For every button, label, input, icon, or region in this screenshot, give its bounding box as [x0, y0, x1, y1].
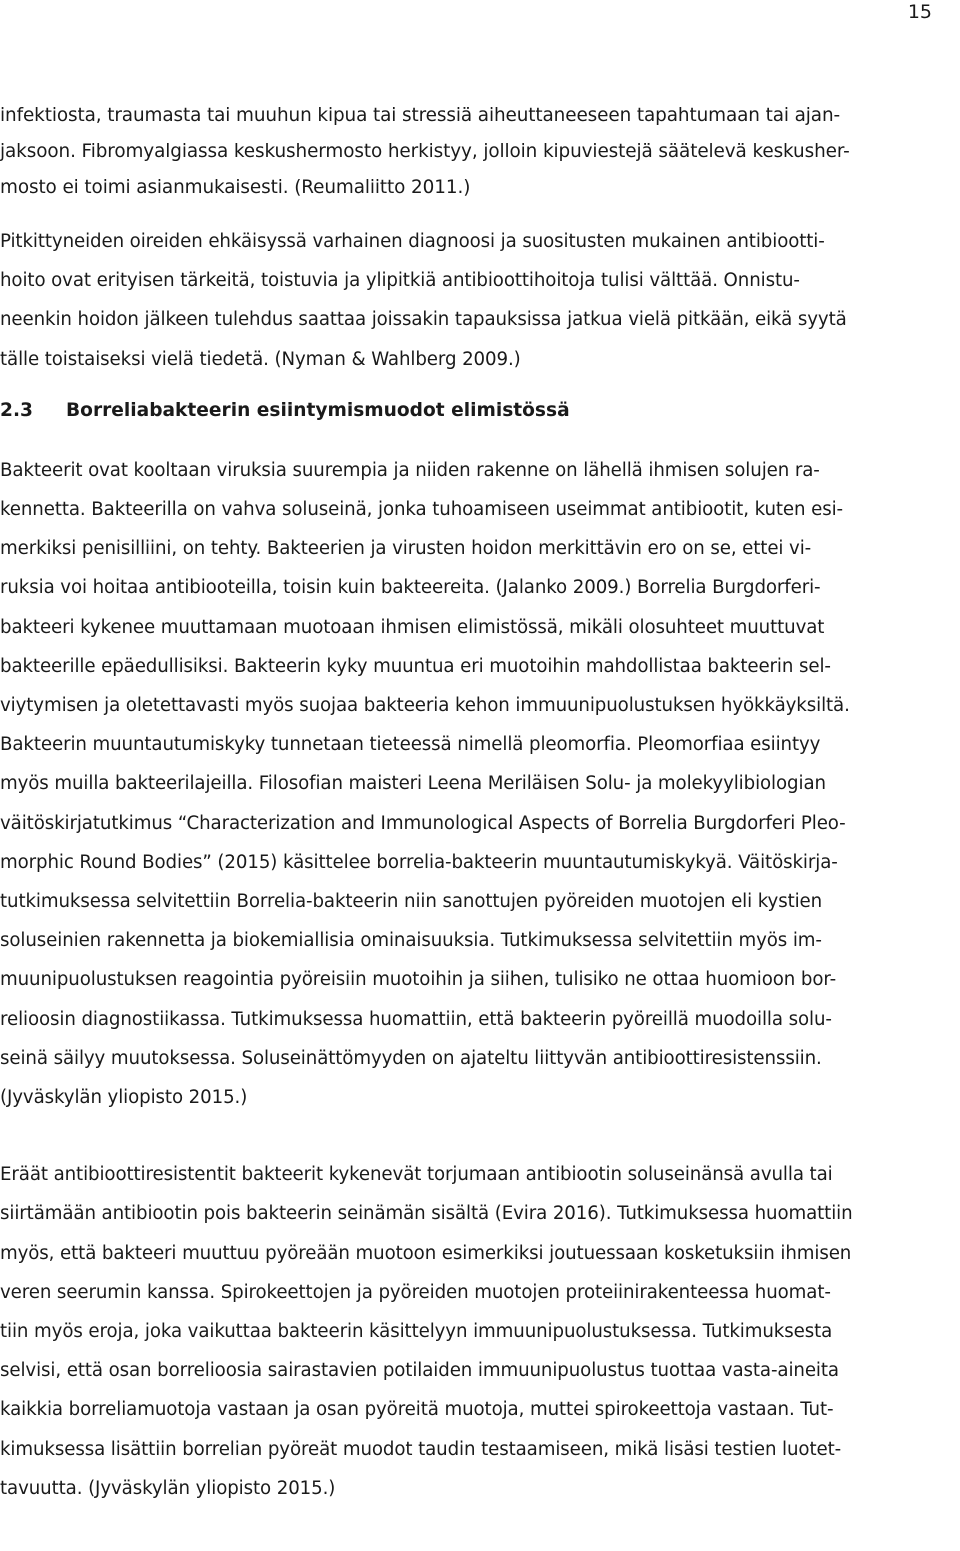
text-line: selvisi, että osan borrelioosia sairastavien potilaiden immuunipuolustus tuottaa vasta-aineita [0, 1360, 839, 1382]
section-heading [0, 393, 955, 429]
text-line: myös muilla bakteerilajeilla. Filosofian maisteri Leena Meriläisen Solu- ja molekyylibiologian [0, 773, 826, 795]
text-line: soluseinien rakennetta ja biokemiallisia ominaisuuksia. Tutkimuksessa selvitettiin myös im- [0, 930, 822, 952]
paragraph-resistance [0, 1155, 955, 1508]
text-line: jaksoon. Fibromyalgiassa keskushermosto herkistyy, jolloin kipuviestejä säätelevä keskusher- [0, 141, 850, 162]
text-line: bakteeri kykenee muuttamaan muotoaan ihmisen elimistössä, mikäli olosuhteet muuttuvat [0, 616, 825, 638]
text-line: morphic Round Bodies” (2015) käsittelee borrelia-bakteerin muuntautumiskykyä. Väitöskirja- [0, 851, 838, 873]
text-line: Bakteerit ovat kooltaan viruksia suurempia ja niiden rakenne on lähellä ihmisen solujen ra- [0, 459, 820, 481]
text-line: tavuutta. (Jyväskylän yliopisto 2015.) [0, 1477, 336, 1499]
page-number: 15 [907, 1, 932, 23]
paragraph-bacteria [0, 451, 955, 1117]
text-line: bakteerille epäedullisiksi. Bakteerin kyky muuntua eri muotoihin mahdollistaa bakteerin sel- [0, 655, 831, 677]
text-line: viytymisen ja oletettavasti myös suojaa bakteeria kehon immuunipuolustuksen hyökkäyksiltä. [0, 695, 850, 717]
text-line: tiin myös eroja, joka vaikuttaa bakteerin käsittelyyn immuunipuolustuksessa. Tutkimuksesta [0, 1321, 833, 1343]
text-line: (Jyväskylän yliopisto 2015.) [0, 1087, 248, 1109]
text-line: ruksia voi hoitaa antibiooteilla, toisin kuin bakteereita. (Jalanko 2009.) Borrelia Burgdorferi- [0, 577, 821, 599]
paragraph-prevention [0, 222, 955, 379]
section-title: Borreliabakteerin esiintymismuodot elimistössä [66, 399, 570, 421]
text-line: mosto ei toimi asianmukaisesti. (Reumaliitto 2011.) [0, 177, 471, 198]
document-body [0, 98, 955, 1508]
text-line: siirtämään antibiootin pois bakteerin seinämän sisältä (Evira 2016). Tutkimuksessa huomattiin [0, 1203, 853, 1225]
text-line: relioosin diagnostiikassa. Tutkimuksessa huomattiin, että bakteerin pyöreillä muodoilla solu- [0, 1008, 832, 1030]
text-line: kennetta. Bakteerilla on vahva soluseinä, jonka tuhoamiseen useimmat antibiootit, kuten esi- [0, 499, 843, 521]
text-line: infektiosta, traumasta tai muuhun kipua tai stressiä aiheuttaneeseen tapahtumaan tai ajan- [0, 105, 841, 126]
text-line: Bakteerin muuntautumiskyky tunnetaan tieteessä nimellä pleomorfia. Pleomorfiaa esiintyy [0, 734, 821, 756]
text-line: kimuksessa lisättiin borrelian pyöreät muodot taudin testaamiseen, mikä lisäsi testien luotet- [0, 1438, 842, 1460]
text-line: muunipuolustuksen reagointia pyöreisiin muotoihin ja siihen, tulisiko ne ottaa huomioon bor- [0, 969, 837, 991]
text-line: neenkin hoidon jälkeen tulehdus saattaa joissakin tapauksissa jatkua vielä pitkään, eikä syytä [0, 309, 847, 331]
text-line: tälle toistaiseksi vielä tiedetä. (Nyman & Wahlberg 2009.) [0, 348, 521, 370]
text-line: myös, että bakteeri muuttuu pyöreään muotoon esimerkiksi joutuessaan kosketuksiin ihmisen [0, 1242, 852, 1264]
text-line: Eräät antibioottiresistentit bakteerit kykenevät torjumaan antibiootin soluseinänsä avulla tai [0, 1164, 833, 1186]
text-line: hoito ovat erityisen tärkeitä, toistuvia ja ylipitkiä antibioottihoitoja tulisi välttää. Onnistu- [0, 270, 800, 292]
text-line: kaikkia borreliamuotoja vastaan ja osan pyöreitä muotoja, muttei spirokeettoja vastaan. Tut- [0, 1399, 834, 1421]
text-line: Pitkittyneiden oireiden ehkäisyssä varhainen diagnoosi ja suositusten mukainen antibiootti- [0, 231, 825, 252]
text-line: seinä säilyy muutoksessa. Soluseinättömyyden on ajateltu liittyvän antibioottiresistenssiin. [0, 1047, 822, 1069]
text-line: merkiksi penisilliini, on tehty. Bakteerien ja virusten hoidon merkittävin ero on se, ettei vi- [0, 538, 812, 560]
text-line: väitöskirjatutkimus “Characterization and Immunological Aspects of Borrelia Burgdorferi Pleo- [0, 812, 846, 834]
text-line: veren seerumin kanssa. Spirokeettojen ja pyöreiden muotojen proteiinirakenteessa huomat- [0, 1281, 831, 1303]
paragraph-fibromyalgia [0, 98, 955, 206]
text-line: tutkimuksessa selvitettiin Borrelia-bakteerin niin sanottujen pyöreiden muotojen eli kystien [0, 891, 823, 913]
section-number: 2.3 [0, 399, 33, 421]
